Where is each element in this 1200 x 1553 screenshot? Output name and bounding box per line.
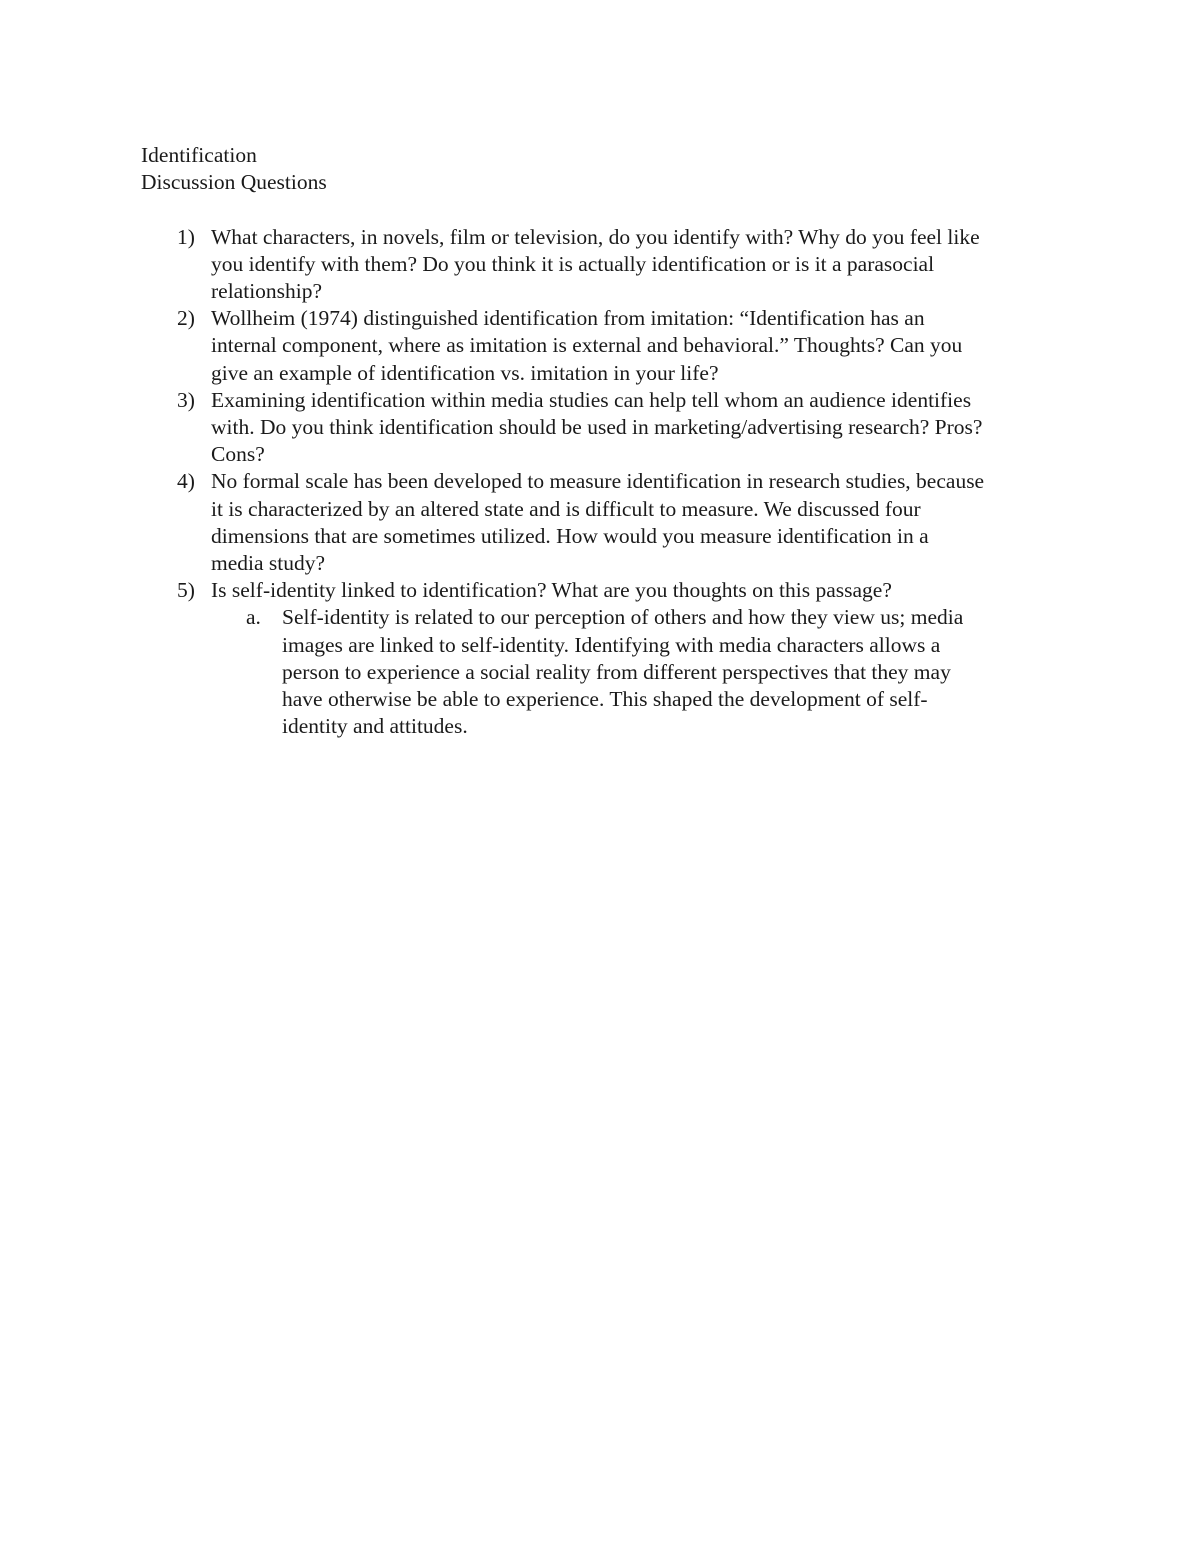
question-line: media study? [211,551,326,576]
blank-line [141,196,1071,223]
question-item [141,468,1071,577]
question-number: 5) [177,578,195,603]
question-line: Examining identification within media studies can help tell whom an audience identifies [211,387,972,412]
question-line: it is characterized by an altered state and is difficult to measure. We discussed four [211,496,921,521]
sub-item-line: identity and attitudes. [282,714,468,739]
sub-item [141,604,1071,740]
document-subtitle: Discussion Questions [141,170,327,195]
question-line: What characters, in novels, film or television, do you identify with? Why do you feel like [211,224,980,249]
question-number: 3) [177,387,195,412]
question-line: Wollheim (1974) distinguished identification from imitation: “Identification has an [211,306,925,331]
question-item [141,577,1071,604]
question-line: Is self-identity linked to identification? What are you thoughts on this passage? [211,578,892,603]
question-line: internal component, where as imitation is external and behavioral.” Thoughts? Can you [211,333,963,358]
question-text [211,305,1071,387]
question-line: you identify with them? Do you think it is actually identification or is it a parasocial [211,251,935,276]
question-line: relationship? [211,279,323,303]
question-line: with. Do you think identification should be used in marketing/advertising research? Pros? [211,415,983,440]
document-title: Identification [141,143,257,167]
question-line: Cons? [211,442,265,467]
question-text [211,387,1071,469]
sub-item-line: person to experience a social reality from different perspectives that they may [282,659,951,684]
document-body [141,142,1071,740]
sub-item-line: images are linked to self-identity. Identifying with media characters allows a [282,632,941,657]
question-number: 4) [177,469,195,494]
question-number: 2) [177,306,195,331]
question-text [211,468,1071,577]
question-line: give an example of identification vs. imitation in your life? [211,360,719,385]
sub-item-letter: a. [246,605,261,630]
question-number: 1) [177,224,195,249]
question-text [211,577,1071,604]
question-item [141,387,1071,469]
question-text [211,224,1071,306]
sub-item-line: Self-identity is related to our perception of others and how they view us; media [282,605,964,630]
question-line: No formal scale has been developed to measure identification in research studies, because [211,469,985,494]
sub-item-text [282,604,1002,740]
sub-item-line: have otherwise be able to experience. This shaped the development of self- [282,687,928,712]
question-item [141,224,1071,306]
question-line: dimensions that are sometimes utilized. How would you measure identification in a [211,523,929,548]
question-item [141,305,1071,387]
